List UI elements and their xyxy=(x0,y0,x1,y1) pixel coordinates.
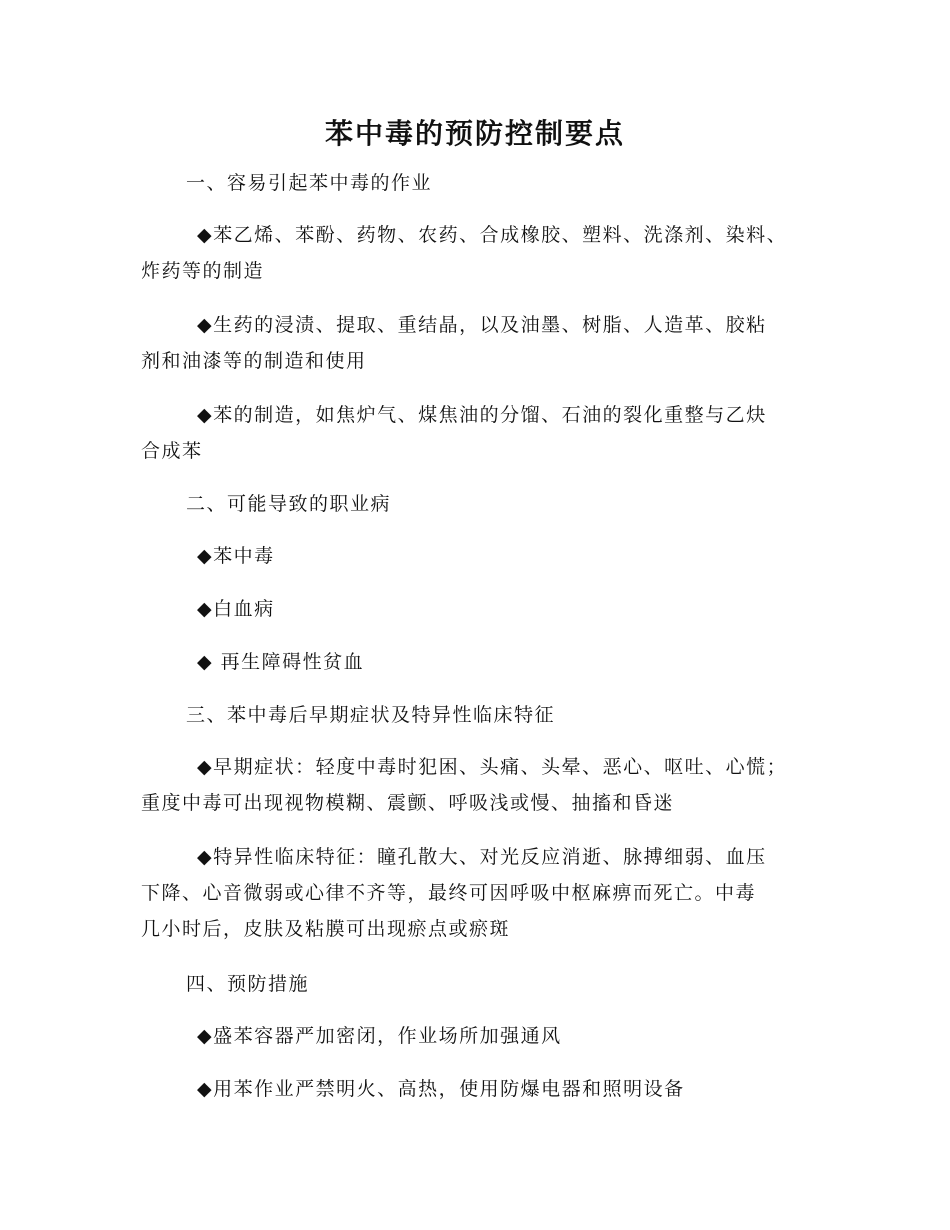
paragraph-line: ◆特异性临床特征：瞳孔散大、对光反应消逝、脉搏细弱、血压 xyxy=(197,846,767,868)
section-heading-2: 二、可能导致的职业病 xyxy=(186,493,392,515)
paragraph-line: 合成苯 xyxy=(141,440,203,462)
paragraph-2-3 xyxy=(141,644,831,680)
paragraph-4-2 xyxy=(141,1071,831,1107)
paragraph-1-1 xyxy=(141,217,831,289)
paragraph-1-2 xyxy=(141,307,831,379)
paragraph-4-1 xyxy=(141,1018,831,1054)
paragraph-3-2 xyxy=(141,839,831,947)
paragraph-line: 几小时后，皮肤及粘膜可出现瘀点或瘀斑 xyxy=(141,918,511,940)
paragraph-line: ◆早期症状：轻度中毒时犯困、头痛、头晕、恶心、呕吐、心慌； xyxy=(197,756,788,778)
paragraph-line: 下降、心音微弱或心律不齐等，最终可因呼吸中枢麻痹而死亡。中毒 xyxy=(141,882,757,904)
paragraph-line: ◆盛苯容器严加密闭，作业场所加强通风 xyxy=(197,1025,562,1047)
section-heading-3: 三、苯中毒后早期症状及特异性临床特征 xyxy=(186,704,556,726)
paragraph-line: ◆苯乙烯、苯酚、药物、农药、合成橡胶、塑料、洗涤剂、染料、 xyxy=(197,224,788,246)
paragraph-line: ◆生药的浸渍、提取、重结晶，以及油墨、树脂、人造革、胶粘 xyxy=(197,314,767,336)
paragraph-line: ◆苯的制造，如焦炉气、煤焦油的分馏、石油的裂化重整与乙炔 xyxy=(197,404,767,426)
paragraph-3-1 xyxy=(141,749,831,821)
paragraph-line: ◆用苯作业严禁明火、高热，使用防爆电器和照明设备 xyxy=(197,1078,685,1100)
section-heading-4: 四、预防措施 xyxy=(186,973,310,995)
paragraph-line: ◆白血病 xyxy=(197,598,275,620)
section-heading-1: 一、容易引起苯中毒的作业 xyxy=(186,172,433,194)
paragraph-line: ◆苯中毒 xyxy=(197,545,275,567)
paragraph-line: ◆ 再生障碍性贫血 xyxy=(197,651,365,673)
paragraph-line: 剂和油漆等的制造和使用 xyxy=(141,350,367,372)
paragraph-2-1 xyxy=(141,538,831,574)
document-title: 苯中毒的预防控制要点 xyxy=(324,117,625,150)
paragraph-1-3 xyxy=(141,397,831,469)
paragraph-line: 重度中毒可出现视物模糊、震颤、呼吸浅或慢、抽搐和昏迷 xyxy=(141,792,675,814)
paragraph-2-2 xyxy=(141,591,831,627)
paragraph-line: 炸药等的制造 xyxy=(141,260,265,282)
